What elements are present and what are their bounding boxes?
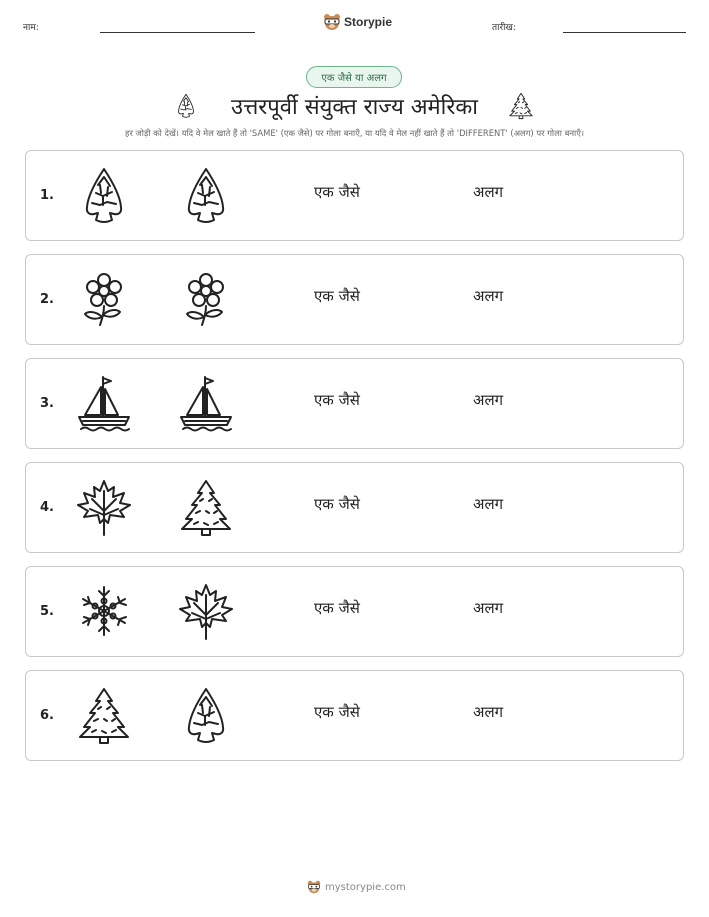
storypie-logo (323, 13, 392, 31)
page-title: उत्तरपूर्वी संयुक्त राज्य अमेरिका (231, 95, 478, 120)
worksheet-header (0, 0, 709, 40)
date-field-line[interactable] (563, 32, 686, 33)
question-row (25, 670, 684, 761)
option-same[interactable]: एक जैसे (314, 599, 360, 617)
maple-leaf-icon (176, 581, 236, 643)
question-number: 5. (40, 604, 54, 619)
sailboat-icon (74, 373, 134, 435)
arrowhead-icon (176, 685, 236, 747)
question-row (25, 566, 684, 657)
question-number: 1. (40, 188, 54, 203)
arrowhead-icon (176, 165, 236, 227)
question-row (25, 358, 684, 449)
pine-tree-icon (176, 477, 236, 539)
option-different[interactable]: अलग (473, 599, 504, 617)
option-same[interactable]: एक जैसे (314, 391, 360, 409)
arrowhead-icon (74, 165, 134, 227)
option-same[interactable]: एक जैसे (314, 703, 360, 721)
option-different[interactable]: अलग (473, 183, 504, 201)
option-different[interactable]: अलग (473, 703, 504, 721)
flower-icon (74, 269, 134, 331)
brand-name: Storypie (344, 15, 393, 29)
option-same[interactable]: एक जैसे (314, 495, 360, 513)
pine-tree-icon (74, 685, 134, 747)
flower-icon (176, 269, 236, 331)
maple-leaf-icon (74, 477, 134, 539)
pine-tree-icon (507, 90, 535, 122)
question-number: 6. (40, 708, 54, 723)
question-number: 3. (40, 396, 54, 411)
option-different[interactable]: अलग (473, 391, 504, 409)
footer (307, 880, 406, 894)
sailboat-icon (176, 373, 236, 435)
activity-type-badge: एक जैसे या अलग (306, 66, 402, 88)
instructions: हर जोड़ी को देखें। यदि वे मेल खाते हैं तो 'SAME' (एक जैसे) पर गोला बनाएँ, या यदि वे मेल नहीं खाते हैं तो 'DIFFERENT' (अलग) पर गोला बनाएँ। (125, 128, 584, 138)
name-field-line[interactable] (100, 32, 255, 33)
option-same[interactable]: एक जैसे (314, 287, 360, 305)
question-number: 4. (40, 500, 54, 515)
snowflake-icon (74, 581, 134, 643)
option-different[interactable]: अलग (473, 287, 504, 305)
name-label: नाम: (23, 23, 39, 33)
footer-url: mystorypie.com (325, 881, 406, 893)
title-row (0, 88, 709, 124)
question-number: 2. (40, 292, 54, 307)
option-different[interactable]: अलग (473, 495, 504, 513)
date-label: तारीख: (492, 23, 516, 33)
question-row (25, 462, 684, 553)
question-row (25, 150, 684, 241)
bear-mascot-icon (323, 13, 341, 31)
question-row (25, 254, 684, 345)
bear-mascot-icon (307, 880, 321, 894)
option-same[interactable]: एक जैसे (314, 183, 360, 201)
